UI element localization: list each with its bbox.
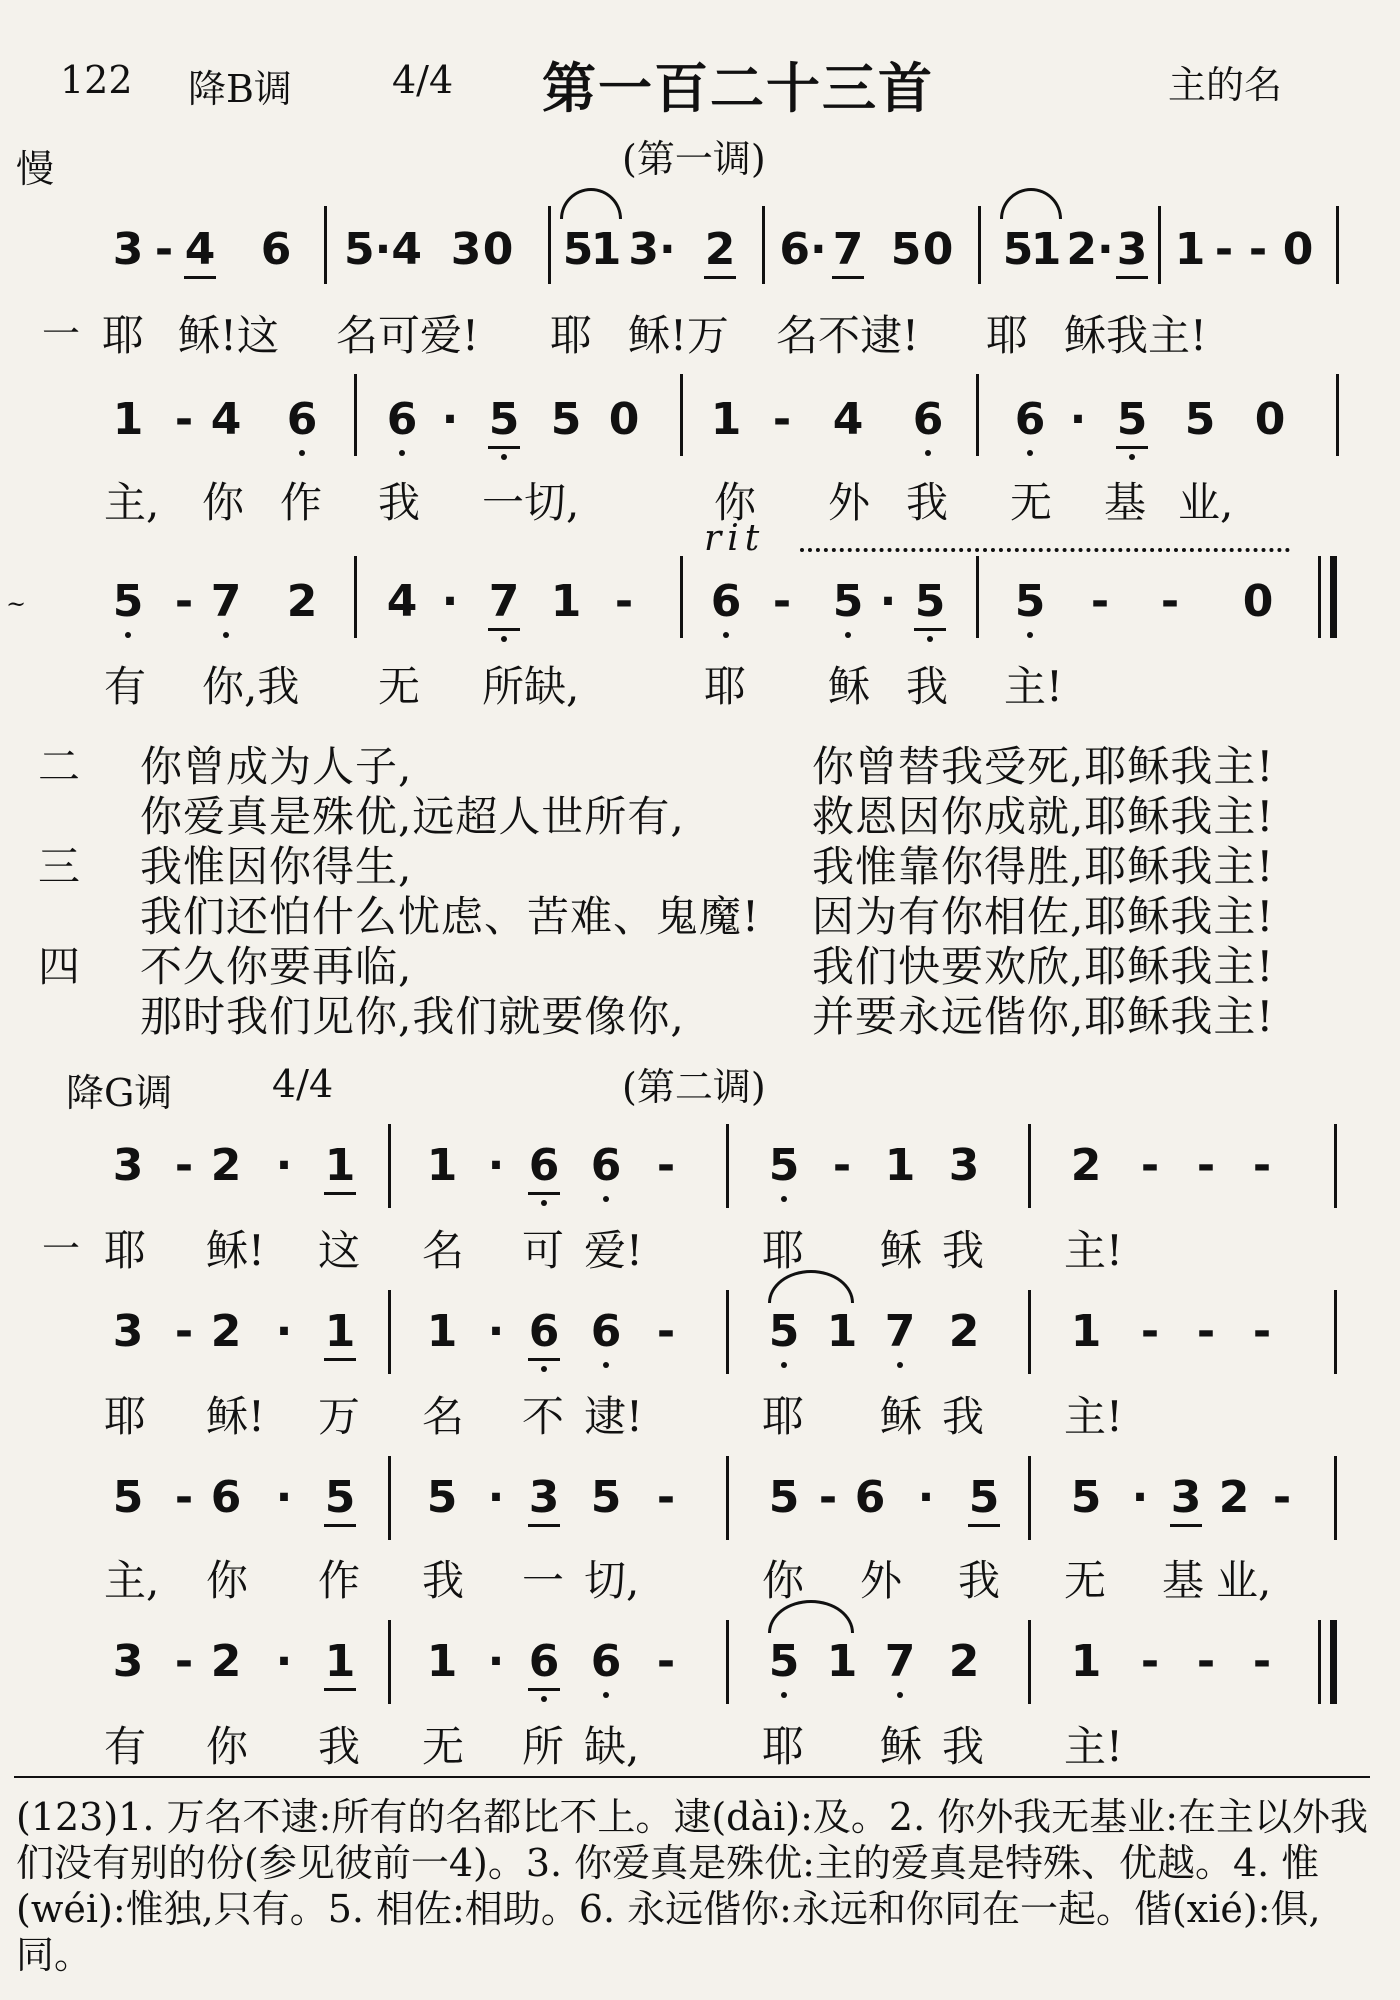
note: 3 — [112, 1140, 144, 1191]
note: 1 — [112, 394, 144, 445]
lyric: 稣 — [880, 1226, 923, 1275]
note: 0 — [922, 224, 954, 275]
bar-line — [354, 556, 357, 638]
bar-line — [1318, 556, 1321, 638]
lyric: 一 — [522, 1556, 565, 1605]
bar-line — [388, 1124, 391, 1208]
note: - — [656, 1636, 676, 1687]
note: · — [275, 1472, 293, 1523]
tempo-marking: 慢 — [16, 147, 55, 191]
note: 0 — [608, 394, 640, 445]
lyric: 作 — [280, 478, 323, 527]
lyric: 稣!万 — [628, 311, 729, 360]
lyric: 我 — [942, 1392, 985, 1441]
note: 5 — [1070, 1472, 1102, 1523]
lyrics-row — [0, 654, 1400, 710]
verse-line: 我们快要欢欣,耶稣我主! — [812, 942, 1275, 991]
note: 1 — [426, 1636, 458, 1687]
bar-line — [354, 374, 357, 456]
note: 0 — [1282, 224, 1314, 275]
lyric: 无 — [378, 662, 421, 711]
lyric: 作 — [318, 1556, 361, 1605]
bar-line — [726, 1290, 729, 1374]
note: 5 — [764, 1140, 804, 1191]
note: 1 — [1030, 224, 1062, 275]
note: 5 — [108, 576, 148, 627]
verse-line: 并要永远偕你,耶稣我主! — [812, 992, 1275, 1041]
lyric: 基 — [1162, 1556, 1205, 1605]
note: 3 — [112, 1306, 144, 1357]
verse-line: 因为有你相佐,耶稣我主! — [812, 892, 1275, 941]
page-title: 第一百二十三首 — [542, 57, 934, 120]
bar-line — [388, 1290, 391, 1374]
lyric: 耶 — [704, 662, 747, 711]
verse-line: 我惟因你得生, — [140, 842, 413, 891]
rit-extension — [800, 548, 1290, 552]
verse-line: 不久你要再临, — [140, 942, 413, 991]
bar-line — [1334, 1124, 1337, 1208]
note: - — [1252, 1140, 1272, 1191]
notation-row — [0, 224, 1400, 294]
lyric: 无 — [422, 1722, 465, 1771]
lyric: 耶 — [102, 311, 145, 360]
note: · — [487, 1636, 505, 1687]
bar-line — [324, 206, 327, 284]
note: - — [1090, 576, 1110, 627]
note: 1 — [826, 1636, 858, 1687]
lyric: 所缺, — [482, 662, 580, 711]
note: 5 — [764, 1306, 804, 1357]
note: 1 — [320, 1306, 360, 1357]
verse-line: 你曾替我受死,耶稣我主! — [812, 742, 1275, 791]
lyric: 业, — [1178, 478, 1234, 527]
note: - — [1140, 1140, 1160, 1191]
note: 5 — [910, 576, 950, 627]
note: 1 — [1070, 1636, 1102, 1687]
lyric: 业, — [1216, 1556, 1272, 1605]
note: 5 — [964, 1472, 1004, 1523]
lyric: 切, — [584, 1556, 640, 1605]
lyric: 主! — [1064, 1392, 1123, 1441]
bar-line — [680, 374, 683, 456]
lyric: 主, — [104, 1556, 160, 1605]
lyric: 耶 — [104, 1226, 147, 1275]
bar-line — [388, 1456, 391, 1540]
note: - — [1252, 1636, 1272, 1687]
bar-line — [976, 556, 979, 638]
note: 5·4 — [344, 224, 422, 275]
key-signature: 降B调 — [188, 67, 292, 111]
bar-line — [1318, 1620, 1321, 1704]
lyric: 有 — [104, 1722, 147, 1771]
bar-line — [548, 206, 551, 284]
tune-label: (第一调) — [622, 137, 766, 181]
note: - — [1252, 1306, 1272, 1357]
note: 2 — [948, 1636, 980, 1687]
lyric: 爱! — [584, 1226, 643, 1275]
tempo-mark-rit: rit — [704, 518, 766, 559]
lyric: 稣! — [206, 1226, 265, 1275]
note: - — [174, 394, 194, 445]
note: 6 — [524, 1140, 564, 1191]
lyric: 逮! — [584, 1392, 643, 1441]
note: - — [1196, 1140, 1216, 1191]
note: 3 — [112, 224, 144, 275]
verse-line: 那时我们见你,我们就要像你, — [140, 992, 685, 1041]
note: 5 — [1010, 576, 1050, 627]
note: 5 — [1002, 224, 1034, 275]
note: 6 — [260, 224, 292, 275]
lyric: 这 — [318, 1226, 361, 1275]
note: · — [487, 1306, 505, 1357]
bar-line — [726, 1620, 729, 1704]
bar-line — [1028, 1290, 1031, 1374]
note: 4 — [180, 224, 220, 275]
footnote-divider — [14, 1776, 1370, 1778]
verse-number: 一 — [42, 312, 81, 356]
note: 7 — [880, 1306, 920, 1357]
note: 7 — [484, 576, 524, 627]
bar-line — [978, 206, 981, 284]
note: - — [772, 576, 792, 627]
verse-line: 你曾成为人子, — [140, 742, 413, 791]
note: 5 — [484, 394, 524, 445]
note: - — [154, 224, 174, 275]
note: 2 — [948, 1306, 980, 1357]
note: · — [917, 1472, 935, 1523]
lyric: 我 — [958, 1556, 1001, 1605]
verse-number: 三 — [38, 842, 82, 891]
lyric: 你 — [762, 1556, 805, 1605]
lyric: 有 — [104, 662, 147, 711]
note: · — [879, 576, 897, 627]
bar-line — [1028, 1620, 1031, 1704]
note: 2 — [1218, 1472, 1250, 1523]
lyric: 万 — [318, 1392, 361, 1441]
note: 6 — [524, 1306, 564, 1357]
note: - — [1196, 1636, 1216, 1687]
note: 0 — [1242, 576, 1274, 627]
note: · — [275, 1140, 293, 1191]
note: 5 — [426, 1472, 458, 1523]
lyric: 你 — [202, 478, 245, 527]
note: - — [614, 576, 634, 627]
note: 3 — [112, 1636, 144, 1687]
note: 6 — [908, 394, 948, 445]
note: · — [1131, 1472, 1149, 1523]
bar-line — [680, 556, 683, 638]
note: 2 — [210, 1636, 242, 1687]
note: - — [656, 1140, 676, 1191]
lyric: 主, — [104, 478, 160, 527]
bar-line — [1028, 1124, 1031, 1208]
notation-row — [0, 394, 1400, 464]
verse-line: 我们还怕什么忧虑、苦难、鬼魔! — [140, 892, 760, 941]
lyric: 你 — [714, 478, 757, 527]
note: 7 — [880, 1636, 920, 1687]
note: - — [174, 1636, 194, 1687]
note: 1 — [1174, 224, 1206, 275]
lyric: 主! — [1064, 1722, 1123, 1771]
note: - — [1160, 576, 1180, 627]
note: 1 — [710, 394, 742, 445]
note: · — [1069, 394, 1087, 445]
lyric: 耶 — [550, 311, 593, 360]
note: 6 — [854, 1472, 886, 1523]
bar-line — [1334, 1290, 1337, 1374]
lyric: 主! — [1064, 1226, 1123, 1275]
note: · — [275, 1636, 293, 1687]
note: 3 — [1112, 224, 1152, 275]
bar-line — [726, 1456, 729, 1540]
note: 5 — [828, 576, 868, 627]
note: 4 — [210, 394, 242, 445]
note: 3 — [948, 1140, 980, 1191]
bar-line — [1336, 206, 1339, 284]
hymn-title: 主的名 — [1168, 63, 1283, 107]
note: - — [1214, 224, 1234, 275]
bar-line — [1028, 1456, 1031, 1540]
note: 6 — [586, 1306, 626, 1357]
note: - — [656, 1472, 676, 1523]
lyrics-row — [0, 1548, 1400, 1604]
lyric: 无 — [1010, 478, 1053, 527]
lyric: 我 — [378, 478, 421, 527]
note: 1 — [426, 1140, 458, 1191]
note: 2 — [1070, 1140, 1102, 1191]
note: 7 — [828, 224, 868, 275]
note: 2 — [210, 1140, 242, 1191]
note: 5 — [764, 1636, 804, 1687]
lyric: 耶 — [762, 1226, 805, 1275]
note: 5 — [550, 394, 582, 445]
lyric: 稣我主! — [1064, 311, 1207, 360]
notation-row — [0, 1636, 1400, 1706]
note: - — [832, 1140, 852, 1191]
verse-line: 你爱真是殊优,远超人世所有, — [140, 792, 685, 841]
note: - — [1248, 224, 1268, 275]
note: 2 — [210, 1306, 242, 1357]
lyric: 主! — [1004, 662, 1063, 711]
note: 4 — [386, 576, 418, 627]
note: 3 — [450, 224, 482, 275]
final-bar-line — [1330, 1620, 1337, 1704]
note: - — [1140, 1636, 1160, 1687]
verse-number: 二 — [38, 742, 82, 791]
lyrics-row — [0, 470, 1400, 526]
lyric: 名可爱! — [336, 311, 479, 360]
note: 7 — [206, 576, 246, 627]
note: · — [441, 394, 459, 445]
lyric: 外 — [860, 1556, 903, 1605]
note: 6 — [586, 1636, 626, 1687]
note: · — [275, 1306, 293, 1357]
note: 2· — [1066, 224, 1114, 275]
slur-mark — [1000, 188, 1062, 219]
note: · — [441, 576, 459, 627]
notation-row — [0, 1140, 1400, 1210]
lyric: 可 — [522, 1226, 565, 1275]
bar-line — [1336, 374, 1339, 456]
bar-line — [976, 374, 979, 456]
lyric: 我 — [906, 662, 949, 711]
time-signature: 4/4 — [392, 58, 454, 102]
note: 6 — [586, 1140, 626, 1191]
verse-number: 一 — [42, 1227, 81, 1271]
bar-line — [1334, 1456, 1337, 1540]
note: 6· — [779, 224, 827, 275]
lyrics-row — [0, 1384, 1400, 1440]
lyric: 耶 — [104, 1392, 147, 1441]
note: 1 — [590, 224, 622, 275]
note: 0 — [1254, 394, 1286, 445]
lyric: 基 — [1104, 478, 1147, 527]
note: - — [1272, 1472, 1292, 1523]
note: 1 — [426, 1306, 458, 1357]
note: 5 — [112, 1472, 144, 1523]
lyric: 所 — [522, 1722, 565, 1771]
lyric: 你 — [206, 1556, 249, 1605]
note: 1 — [550, 576, 582, 627]
notation-row — [0, 576, 1400, 646]
note: 5 — [320, 1472, 360, 1523]
slur-mark — [560, 188, 622, 219]
note: 3· — [628, 224, 676, 275]
note: - — [1196, 1306, 1216, 1357]
lyrics-row — [0, 1218, 1400, 1274]
note: 1 — [320, 1636, 360, 1687]
bar-line — [762, 206, 765, 284]
lyric: 稣!这 — [178, 311, 279, 360]
note: 0 — [482, 224, 514, 275]
lyric: 我 — [318, 1722, 361, 1771]
lyric: 我 — [906, 478, 949, 527]
note: - — [772, 394, 792, 445]
lyric: 耶 — [986, 311, 1029, 360]
note: 5 — [562, 224, 594, 275]
tune-label: (第二调) — [622, 1065, 766, 1109]
note: 5 — [1184, 394, 1216, 445]
lyric: 缺, — [584, 1722, 640, 1771]
bar-line — [388, 1620, 391, 1704]
verse-number: 四 — [38, 942, 82, 991]
hymn-number: 122 — [60, 58, 133, 102]
lyric: 一切, — [482, 478, 580, 527]
lyric: 名 — [422, 1226, 465, 1275]
key-signature: 降G调 — [66, 1071, 173, 1115]
lyric: 稣 — [880, 1392, 923, 1441]
footnote: (123)1. 万名不逮:所有的名都比不上。逮(dài):及。2. 你外我无基业:在主以外我们没有别的份(参见彼前一4)。3. 你爱真是殊优:主的爱真是特殊、优越。4. 惟(wéi):惟独,只有。5. 相佐:相助。6. 永远偕你:永远和你同在一起。偕(xié):俱,同。 — [16, 1795, 1369, 1977]
note: 5 — [890, 224, 922, 275]
note: 6 — [524, 1636, 564, 1687]
lyric: 耶 — [762, 1392, 805, 1441]
note: 6 — [382, 394, 422, 445]
note: - — [1140, 1306, 1160, 1357]
note: · — [487, 1472, 505, 1523]
note: - — [174, 1140, 194, 1191]
lyrics-row — [0, 1714, 1400, 1770]
note: 6 — [1010, 394, 1050, 445]
notation-row — [0, 1472, 1400, 1542]
bar-line — [726, 1124, 729, 1208]
note: 2 — [286, 576, 318, 627]
note: 5 — [768, 1472, 800, 1523]
lyric: 外 — [828, 478, 871, 527]
lyric: 我 — [942, 1226, 985, 1275]
note: - — [174, 576, 194, 627]
bar-line — [1158, 206, 1161, 284]
note: 3 — [524, 1472, 564, 1523]
note: 1 — [826, 1306, 858, 1357]
lyric: 耶 — [762, 1722, 805, 1771]
margin-mark: ~ — [6, 590, 27, 618]
note: 5 — [1112, 394, 1152, 445]
lyrics-row — [0, 303, 1400, 359]
verse-line: 救恩因你成就,耶稣我主! — [812, 792, 1275, 841]
note: 1 — [320, 1140, 360, 1191]
lyric: 名不逮! — [776, 311, 919, 360]
note: - — [656, 1306, 676, 1357]
lyric: 我 — [422, 1556, 465, 1605]
note: 6 — [282, 394, 322, 445]
lyric: 不 — [522, 1392, 565, 1441]
lyric: 稣 — [880, 1722, 923, 1771]
note: - — [174, 1472, 194, 1523]
note: - — [174, 1306, 194, 1357]
lyric: 稣 — [828, 662, 871, 711]
lyric: 我 — [942, 1722, 985, 1771]
lyric: 你,我 — [202, 662, 300, 711]
verse-line: 我惟靠你得胜,耶稣我主! — [812, 842, 1275, 891]
note: · — [487, 1140, 505, 1191]
note: 1 — [1070, 1306, 1102, 1357]
final-bar-line — [1330, 556, 1337, 638]
lyric: 你 — [206, 1722, 249, 1771]
note: 5 — [590, 1472, 622, 1523]
notation-row — [0, 1306, 1400, 1376]
note: 4 — [832, 394, 864, 445]
lyric: 无 — [1064, 1556, 1107, 1605]
note: 6 — [706, 576, 746, 627]
note: 2 — [700, 224, 740, 275]
note: 3 — [1166, 1472, 1206, 1523]
lyric: 名 — [422, 1392, 465, 1441]
note: 6 — [210, 1472, 242, 1523]
lyric: 稣! — [206, 1392, 265, 1441]
note: 1 — [884, 1140, 916, 1191]
time-signature: 4/4 — [272, 1062, 334, 1106]
note: - — [818, 1472, 838, 1523]
